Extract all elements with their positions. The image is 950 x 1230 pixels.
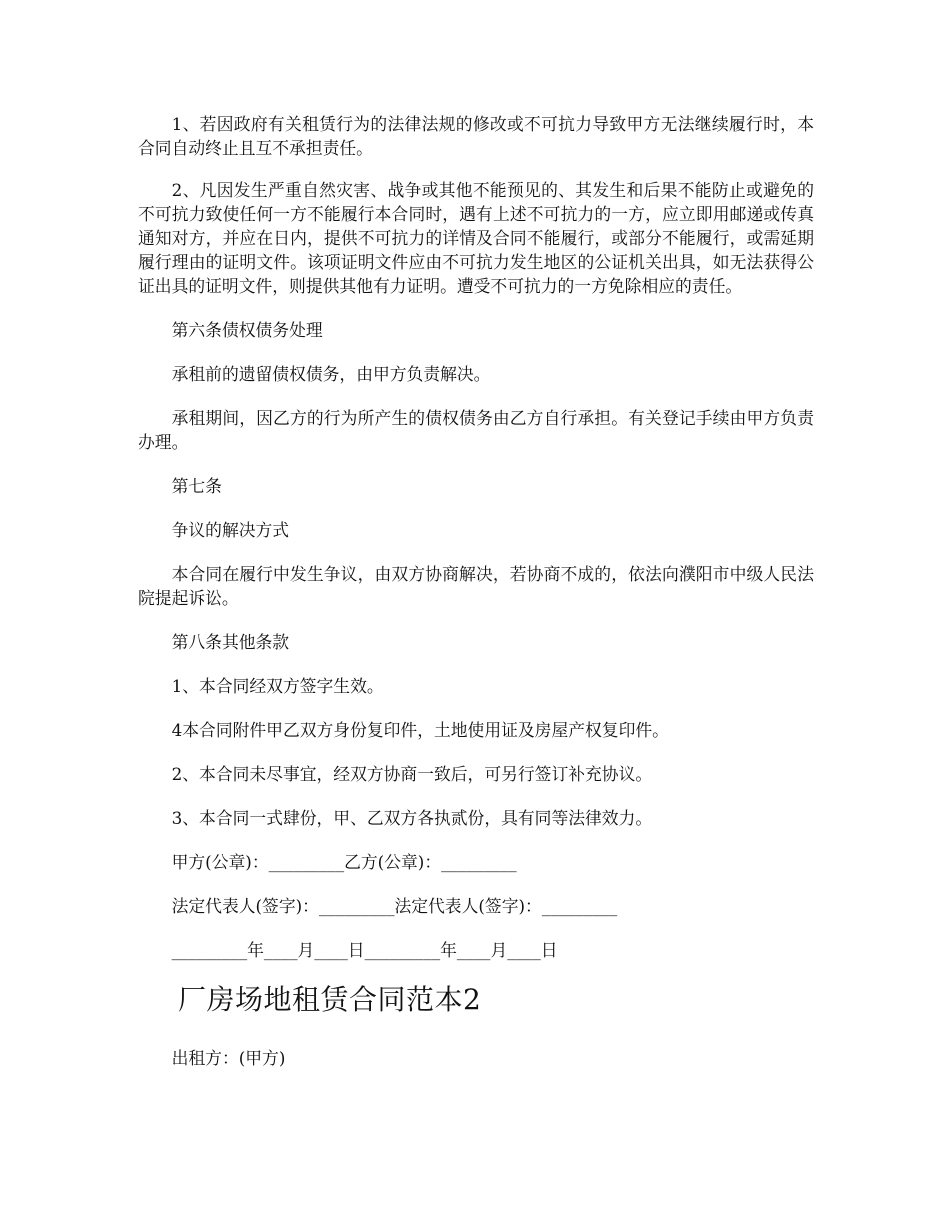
paragraph-supplementary-agreement: 2、本合同未尽事宜，经双方协商一致后，可另行签订补充协议。	[171, 764, 653, 784]
signature-representative-line: 法定代表人(签字)：_________法定代表人(签字)：_________	[171, 896, 618, 916]
paragraph-dispute-resolution: 本合同在履行中发生争议，由双方协商解决，若协商不成的，依法向濮阳市中级人民法院提起诉讼。	[138, 564, 814, 608]
signature-seal-line: 甲方(公章)：_________乙方(公章)：_________	[171, 852, 517, 872]
dispute-resolution-title: 争议的解决方式	[171, 520, 290, 540]
paragraph-force-majeure-1: 1、若因政府有关租赁行为的法律法规的修改或不可抗力导致甲方无法继续履行时，本合同自动终止且互不承担责任。	[138, 114, 814, 158]
article-6-title: 第六条债权债务处理	[171, 320, 323, 340]
paragraph-copies: 3、本合同一式肆份，甲、乙双方各执贰份，具有同等法律效力。	[171, 808, 653, 828]
signature-date-line: _________年____月____日_________年____月____日	[171, 940, 558, 960]
section-heading: 厂房场地租赁合同范本2	[178, 983, 482, 1016]
article-8-title: 第八条其他条款	[171, 632, 290, 652]
paragraph-lease-period-debts: 承租期间，因乙方的行为所产生的债权债务由乙方自行承担。有关登记手续由甲方负责办理。	[138, 408, 814, 452]
article-7-title: 第七条	[171, 476, 222, 496]
lessor-line: 出租方：(甲方)	[171, 1048, 286, 1068]
paragraph-pre-lease-debts: 承租前的遗留债权债务，由甲方负责解决。	[171, 364, 491, 384]
paragraph-attachments: 4本合同附件甲乙双方身份复印件，土地使用证及房屋产权复印件。	[171, 720, 669, 740]
paragraph-effective-upon-signing: 1、本合同经双方签字生效。	[171, 676, 384, 696]
paragraph-force-majeure-2: 2、凡因发生严重自然灾害、战争或其他不能预见的、其发生和后果不能防止或避免的不可抗力致使任何一方不能履行本合同时，遇有上述不可抗力的一方，应立即用邮递或传真通知对方，并应在日内，提供不可抗力的详情及合同不能履行，或部分不能履行，或需延期履行理由的证明文件。该项证明文件应由不可抗力发生地区的公证机关出具，如无法获得公证出具的证明文件，则提供其他有力证明。遭受不可抗力的一方免除相应的责任。	[138, 180, 814, 296]
